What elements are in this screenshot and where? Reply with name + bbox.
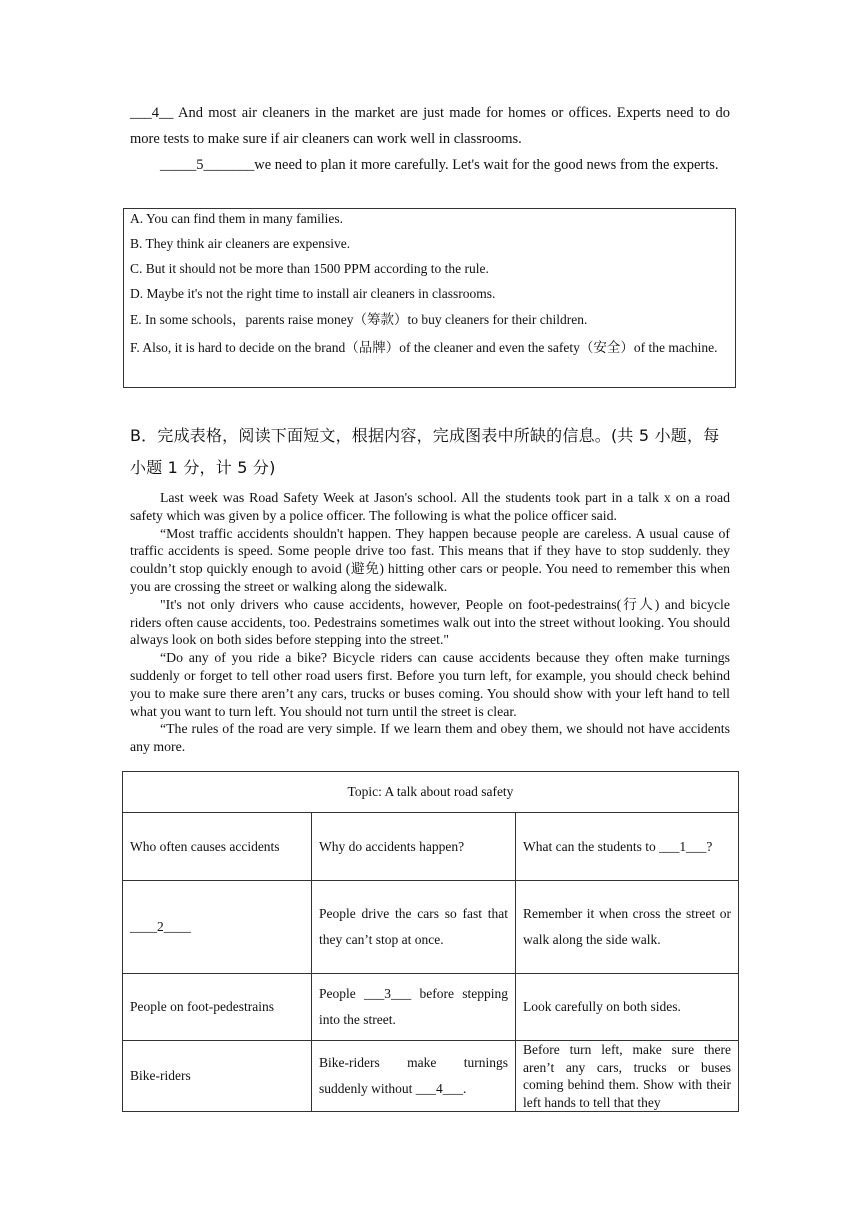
table-cell: People on foot-pedestrains (123, 974, 312, 1041)
summary-table (122, 771, 739, 1112)
table-cell: ____2____ (123, 881, 312, 974)
option-b: B. They think air cleaners are expensive. (130, 236, 351, 251)
passage-paragraph: “Do any of you ride a bike? Bicycle riders can cause accidents because they often make turnings suddenly or forget to tell other road users first. Before you turn left, for example, you should check behind you to make sure there aren’t any cars, trucks or buses coming. You should show with your left hand to tell what you want to turn left. You should not turn until the street is clear. (130, 650, 730, 719)
option-a: A. You can find them in many families. (130, 211, 343, 226)
passage-paragraph: “Most traffic accidents shouldn't happen. They happen because people are careless. A usual cause of traffic accidents is speed. Some people drive too fast. This means that if they have to stop suddenly. they couldn’t stop quickly enough to avoid (避免) hitting other cars or people. You need to remember this when you are crossing the street or walking along the sidewalk. (130, 525, 730, 594)
table-cell: People drive the cars so fast that they can’t stop at once. (312, 881, 516, 974)
option-d: D. Maybe it's not the right time to install air cleaners in classrooms. (130, 286, 496, 301)
table-header-cell: Why do accidents happen? (312, 813, 516, 881)
option-f: F. Also, it is hard to decide on the brand（品牌）of the cleaner and even the safety（安全）of the machine. (130, 340, 718, 355)
option-e: E. In some schools，parents raise money（筹款）to buy cleaners for their children. (130, 312, 588, 327)
table-topic: Topic: A talk about road safety (123, 772, 739, 813)
reading-passage (130, 489, 730, 756)
table-row (123, 1041, 739, 1112)
passage-paragraph: “The rules of the road are very simple. If we learn them and obey them, we should not have accidents any more. (130, 721, 730, 755)
paragraph-blank-5: _____5_______we need to plan it more carefully. Let's wait for the good news from the experts. (160, 157, 719, 173)
passage-paragraph: "It's not only drivers who cause accidents, however, People on foot-pedestrains(行人) and bicycle riders often cause accidents, too. Pedestrains sometimes walk out into the street without looking. You should always look on both sides before stepping into the street." (130, 596, 730, 648)
table-header-cell: Who often causes accidents (123, 813, 312, 881)
section-b-heading: B．完成表格，阅读下面短文，根据内容，完成图表中所缺的信息。(共 5 小题，每小题 1 分，计 5 分) (130, 426, 720, 477)
paragraph-blank-4: ___4__ And most air cleaners in the market are just made for homes or offices. Experts need to do more tests to make sure if air cleaners can work well in classrooms. (130, 105, 730, 147)
table-cell: Bike-riders (123, 1041, 312, 1112)
table-cell: Before turn left, make sure there aren’t any cars, trucks or buses coming behind them. Show with their left hands to tell that they (516, 1041, 739, 1112)
table-header-cell: What can the students to ___1___? (516, 813, 739, 881)
table-cell: Bike-riders make turnings suddenly without ___4___. (312, 1041, 516, 1112)
options-box (123, 208, 736, 388)
table-row (123, 974, 739, 1041)
table-cell: Remember it when cross the street or walk along the side walk. (516, 881, 739, 974)
table-header-row (123, 813, 739, 881)
table-cell: Look carefully on both sides. (516, 974, 739, 1041)
passage-paragraph: Last week was Road Safety Week at Jason's school. All the students took part in a talk x on a road safety which was given by a police officer. The following is what the police officer said. (130, 490, 730, 523)
table-cell: People ___3___ before stepping into the street. (312, 974, 516, 1041)
table-row (123, 881, 739, 974)
option-c: C. But it should not be more than 1500 PPM according to the rule. (130, 261, 489, 276)
